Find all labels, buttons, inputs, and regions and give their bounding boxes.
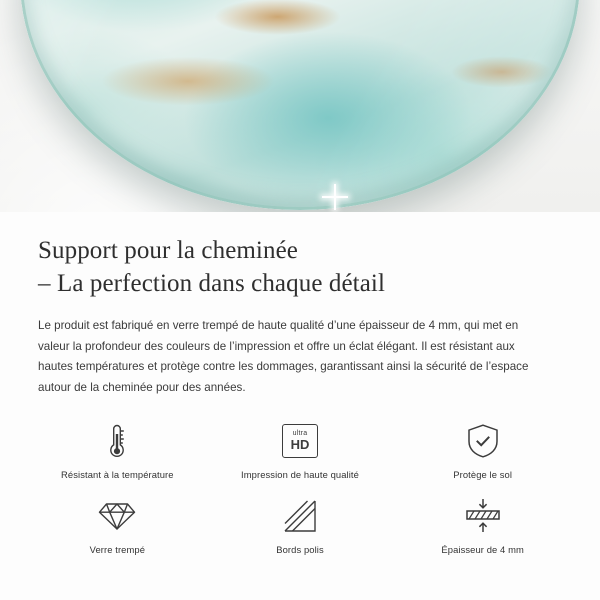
diamond-icon [98,496,136,536]
feature-floor-protection [391,421,574,480]
feature-label: Verre trempé [89,543,146,555]
feature-tempered-glass [26,496,209,555]
feature-polished-edges [209,496,392,555]
headline-line-2: – La perfection dans chaque détail [38,270,385,297]
feature-high-quality-print [209,421,392,480]
headline-line-1: Support pour la cheminée [38,237,298,264]
ultra-hd-badge-bottom: HD [290,437,310,452]
feature-grid [0,421,600,555]
feature-label: Épaisseur de 4 mm [441,543,524,555]
feature-temperature-resistant [26,421,209,480]
content-block [0,212,600,399]
thermometer-icon [106,421,128,461]
polished-edges-icon [283,496,317,536]
feature-thickness-4mm [391,496,574,555]
glass-plate-image [20,0,580,210]
body-paragraph: Le produit est fabriqué en verre trempé de haute qualité d’une épaisseur de 4 mm, qui met en valeur la profondeur des couleurs de l’impression et offre un éclat élégant. Il est résistant aux hautes températures et protège contre les dommages, garantissant ainsi la sécurité de l’espace autour de la cheminée pour des années. [38,319,529,394]
ultra-hd-icon [282,421,318,461]
hero-product-image [0,0,600,212]
feature-label: Résistant à la température [61,468,174,480]
ultra-hd-badge-top: ultra [292,430,308,437]
feature-label: Bords polis [276,543,324,555]
page-title [38,234,562,300]
shield-check-icon [466,421,500,461]
feature-label: Protège le sol [453,468,513,480]
feature-label: Impression de haute qualité [241,468,359,480]
thickness-arrows-icon [463,496,503,536]
